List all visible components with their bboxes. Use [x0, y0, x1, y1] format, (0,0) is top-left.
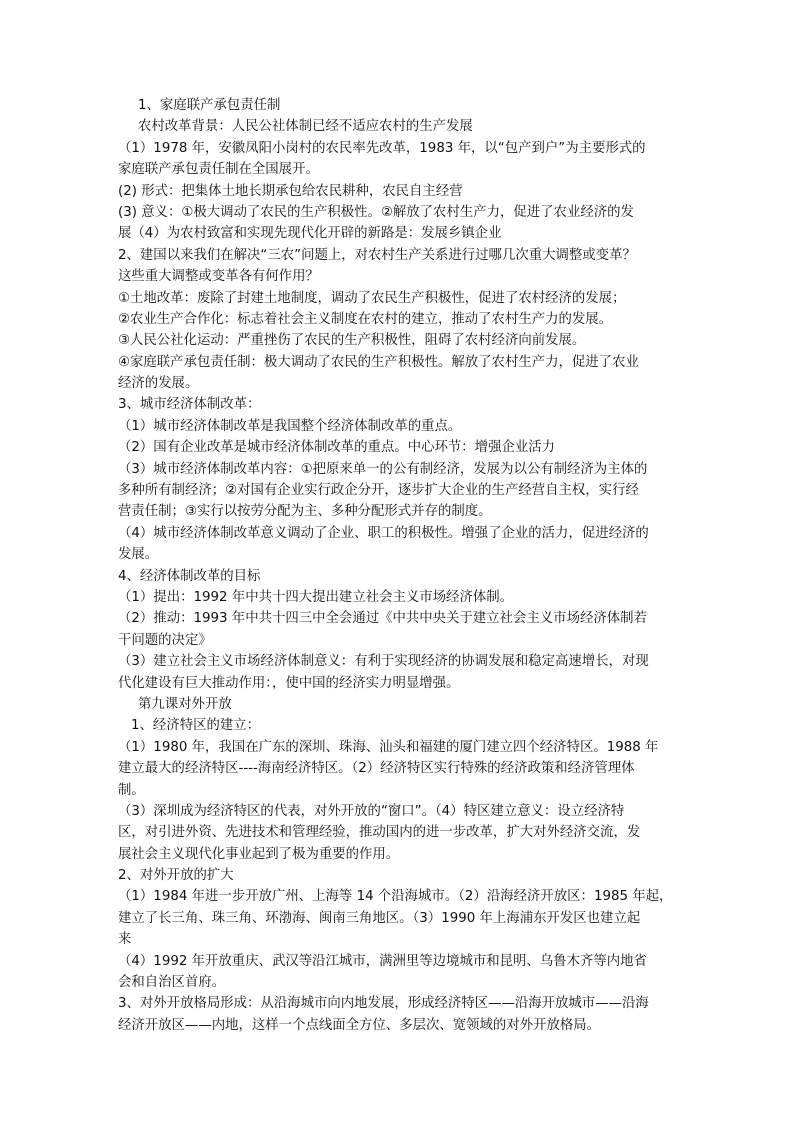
- paragraph-line: 会和自治区首府。: [118, 975, 226, 991]
- paragraph-line: 这些重大调整或变革各有何作用？: [118, 269, 319, 285]
- paragraph-line: ③人民公社化运动：严重挫伤了农民的生产积极性，阻碍了农村经济向前发展。: [118, 333, 586, 349]
- paragraph-line: （1）提出：1992 年中共十四大提出建立社会主义市场经济体制。: [118, 589, 514, 605]
- paragraph-line: ②农业生产合作化：标志着社会主义制度在农村的建立，推动了农村生产力的发展。: [118, 311, 613, 327]
- paragraph-line: 经济的发展。: [118, 376, 199, 392]
- paragraph-line: （2）推动：1993 年中共十四三中全会通过《中共中央关于建立社会主义市场经济体制若: [118, 611, 647, 627]
- paragraph-line: （1）城市经济体制改革是我国整个经济体制改革的重点。: [118, 418, 462, 434]
- paragraph-line: 代化建设有巨大推动作用：，使中国的经济实力明显增强。: [118, 675, 460, 691]
- paragraph-line: 建立最大的经济特区----海南经济特区。（2）经济特区实行特殊的经济政策和经济管理体: [118, 761, 635, 777]
- paragraph-line: (3) 意义：①极大调动了农民的生产积极性。②解放了农村生产力，促进了农业经济的发: [118, 204, 634, 220]
- paragraph-line: ①土地改革：废除了封建土地制度，调动了农民生产积极性，促进了农村经济的发展；: [118, 290, 626, 306]
- paragraph-line: （3）建立社会主义市场经济体制意义：有利于实现经济的协调发展和稳定高速增长，对现: [118, 654, 649, 670]
- paragraph-line: （3）深圳成为经济特区的代表，对外开放的“窗口”。（4）特区建立意义：设立经济特: [118, 803, 625, 819]
- paragraph-line: （3）城市经济体制改革内容：①把原来单一的公有制经济，发展为以公有制经济为主体的: [118, 461, 648, 477]
- paragraph-line: 发展。: [118, 547, 159, 563]
- paragraph-line: 展社会主义现代化事业起到了极为重要的作用。: [118, 846, 400, 862]
- paragraph-line: 干问题的决定》: [118, 632, 212, 648]
- section-heading: 4、经济体制改革的目标: [118, 568, 261, 584]
- paragraph-line: 制。: [118, 782, 145, 798]
- paragraph-line: （1）1978 年，安徽凤阳小岗村的农民率先改革，1983 年，以“包产到户”为主要形式的: [118, 140, 646, 156]
- paragraph-line: (2) 形式：把集体土地长期承包给农民耕种，农民自主经营: [118, 183, 463, 199]
- paragraph-line: （1）1984 年进一步开放广州、上海等 14 个沿海城市。（2）沿海经济开放区：1985 年起，: [118, 889, 673, 905]
- document-page: [118, 95, 683, 1036]
- paragraph-line: 农村改革背景：人民公社体制已经不适应农村的生产发展: [138, 119, 473, 135]
- section-heading: 2、建国以来我们在解决“三农”问题上，对农村生产关系进行过哪几次重大调整或变革？: [118, 247, 636, 263]
- section-heading: 1、家庭联产承包责任制: [138, 98, 281, 113]
- paragraph-line: 经济开放区——内地，这样一个点线面全方位、多层次、宽领域的对外开放格局。: [118, 1017, 601, 1033]
- paragraph-line: ④家庭联产承包责任制：极大调动了农民的生产积极性。解放了农村生产力，促进了农业: [118, 354, 639, 370]
- paragraph-line: 建立了长三角、珠三角、环渤海、闽南三角地区。（3）1990 年上海浦东开发区也建立起: [118, 910, 641, 926]
- paragraph-line: 区，对引进外资、先进技术和管理经验，推动国内的进一步改革，扩大对外经济交流，发: [118, 825, 641, 841]
- paragraph-line: （1）1980 年，我国在广东的深圳、珠海、汕头和福建的厦门建立四个经济特区。1988 年: [118, 739, 659, 755]
- paragraph-line: 展（4）为农村致富和实现先现代化开辟的新路是：发展乡镇企业: [118, 226, 502, 242]
- section-heading: 3、对外开放格局形成：从沿海城市向内地发展，形成经济特区——沿海开放城市——沿海: [118, 996, 649, 1012]
- paragraph-line: 多种所有制经济；②对国有企业实行政企分开，逐步扩大企业的生产经营自主权，实行经: [118, 483, 639, 499]
- section-heading: 1、经济特区的建立：: [131, 718, 261, 734]
- paragraph-line: （2）国有企业改革是城市经济体制改革的重点。中心环节：增强企业活力: [118, 440, 556, 456]
- paragraph-line: （4）城市经济体制改革意义调动了企业、职工的积极性。增强了企业的活力，促进经济的: [118, 525, 649, 541]
- paragraph-line: 家庭联产承包责任制在全国展开。: [118, 162, 319, 178]
- section-heading: 2、对外开放的扩大: [118, 868, 234, 884]
- paragraph-line: 来: [118, 932, 132, 948]
- paragraph-line: 营责任制；③实行以按劳分配为主、多种分配形式并存的制度。: [118, 504, 492, 520]
- lesson-title: 第九课对外开放: [138, 696, 232, 712]
- paragraph-line: （4）1992 年开放重庆、武汉等沿江城市，满洲里等边境城市和昆明、乌鲁木齐等内地省: [118, 953, 647, 969]
- section-heading: 3、城市经济体制改革：: [118, 397, 261, 413]
